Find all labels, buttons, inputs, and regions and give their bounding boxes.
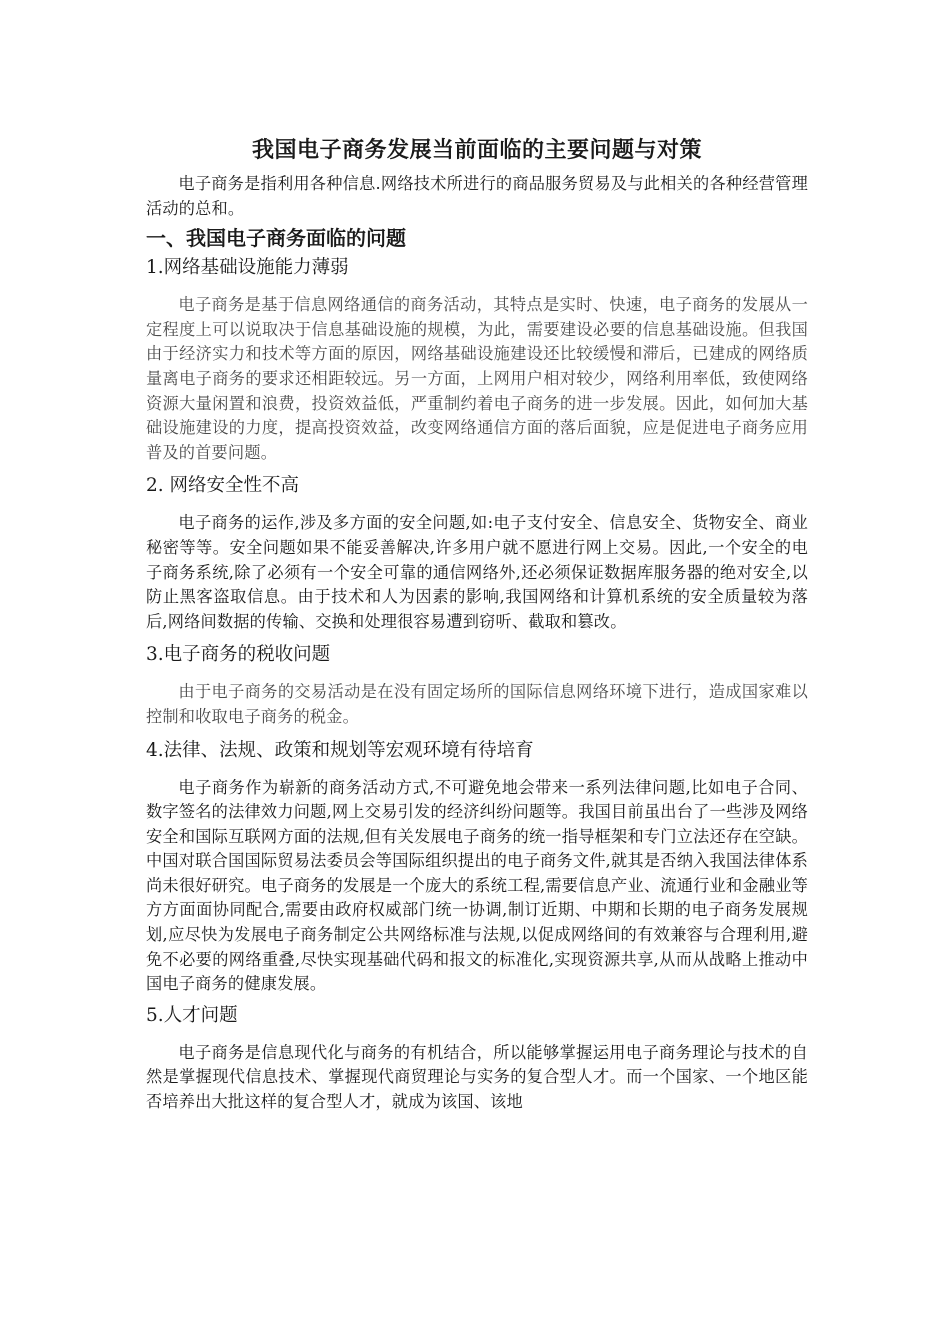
subsection-paragraph-4: 电子商务作为崭新的商务活动方式,不可避免地会带来一系列法律问题,比如电子合同、数字签名的法律效力问题,网上交易引发的经济纠纷问题等。我国目前虽出台了一些涉及网络安全和国际互联网方面的法规,但有关发展电子商务的统一指导框架和专门立法还存在空缺。中国对联合国国际贸易法委员会等国际组织提出的电子商务文件,就其是否纳入我国法律体系尚未很好研究。电子商务的发展是一个庞大的系统工程,需要信息产业、流通行业和金融业等方方面面协同配合,需要由政府权威部门统一协调,制订近期、中期和长期的电子商务发展规划,应尽快为发展电子商务制定公共网络标准与法规,以促成网络间的有效兼容与合理利用,避免不必要的网络重叠,尽快实现基础代码和报文的标准化,实现资源共享,从而从战略上推动中国电子商务的健康发展。 <box>146 777 808 994</box>
subsection-heading-4: 4.法律、法规、政策和规划等宏观环境有待培育 <box>146 739 534 761</box>
subsection-heading-2: 2. 网络安全性不高 <box>146 475 300 497</box>
subsection-paragraph-1: 电子商务是基于信息网络通信的商务活动，其特点是实时、快速，电子商务的发展从一定程度上可以说取决于信息基础设施的规模，为此，需要建设必要的信息基础设施。但我国由于经济实力和技术等方面的原因，网络基础设施建设还比较缓慢和滞后，已建成的网络质量离电子商务的要求还相距较远。另一方面，上网用户相对较少，网络利用率低，致使网络资源大量闲置和浪费，投资效益低，严重制约着电子商务的进一步发展。因此，如何加大基础设施建设的力度，提高投资效益，改变网络通信方面的落后面貌，应是促进电子商务应用普及的首要问题。 <box>146 295 808 462</box>
subsection-paragraph-2: 电子商务的运作,涉及多方面的安全问题,如:电子支付安全、信息安全、货物安全、商业秘密等等。安全问题如果不能妥善解决,许多用户就不愿进行网上交易。因此,一个安全的电子商务系统,除了必须有一个安全可靠的通信网络外,还必须保证数据库服务器的绝对安全,以防止黑客盗取信息。由于技术和人为因素的影响,我国网络和计算机系统的安全质量较为落后,网络间数据的传输、交换和处理很容易遭到窃听、截取和篡改。 <box>146 513 808 631</box>
document-title: 我国电子商务发展当前面临的主要问题与对策 <box>251 138 702 163</box>
intro-paragraph: 电子商务是指利用各种信息.网络技术所进行的商品服务贸易及与此相关的各种经营管理活动的总和。 <box>146 174 808 218</box>
subsection-heading-5: 5.人才问题 <box>146 1004 238 1026</box>
section-heading: 一、我国电子商务面临的问题 <box>146 226 406 251</box>
subsection-heading-3: 3.电子商务的税收问题 <box>146 644 331 666</box>
subsection-heading-1: 1.网络基础设施能力薄弱 <box>146 257 349 279</box>
subsection-paragraph-5: 电子商务是信息现代化与商务的有机结合，所以能够掌握运用电子商务理论与技术的自然是掌握现代信息技术、掌握现代商贸理论与实务的复合型人才。而一个国家、一个地区能否培养出大批这样的复合型人才，就成为该国、该地 <box>146 1042 808 1112</box>
subsection-paragraph-3: 由于电子商务的交易活动是在没有固定场所的国际信息网络环境下进行，造成国家难以控制和收取电子商务的税金。 <box>146 682 808 726</box>
document-page <box>146 136 808 1115</box>
